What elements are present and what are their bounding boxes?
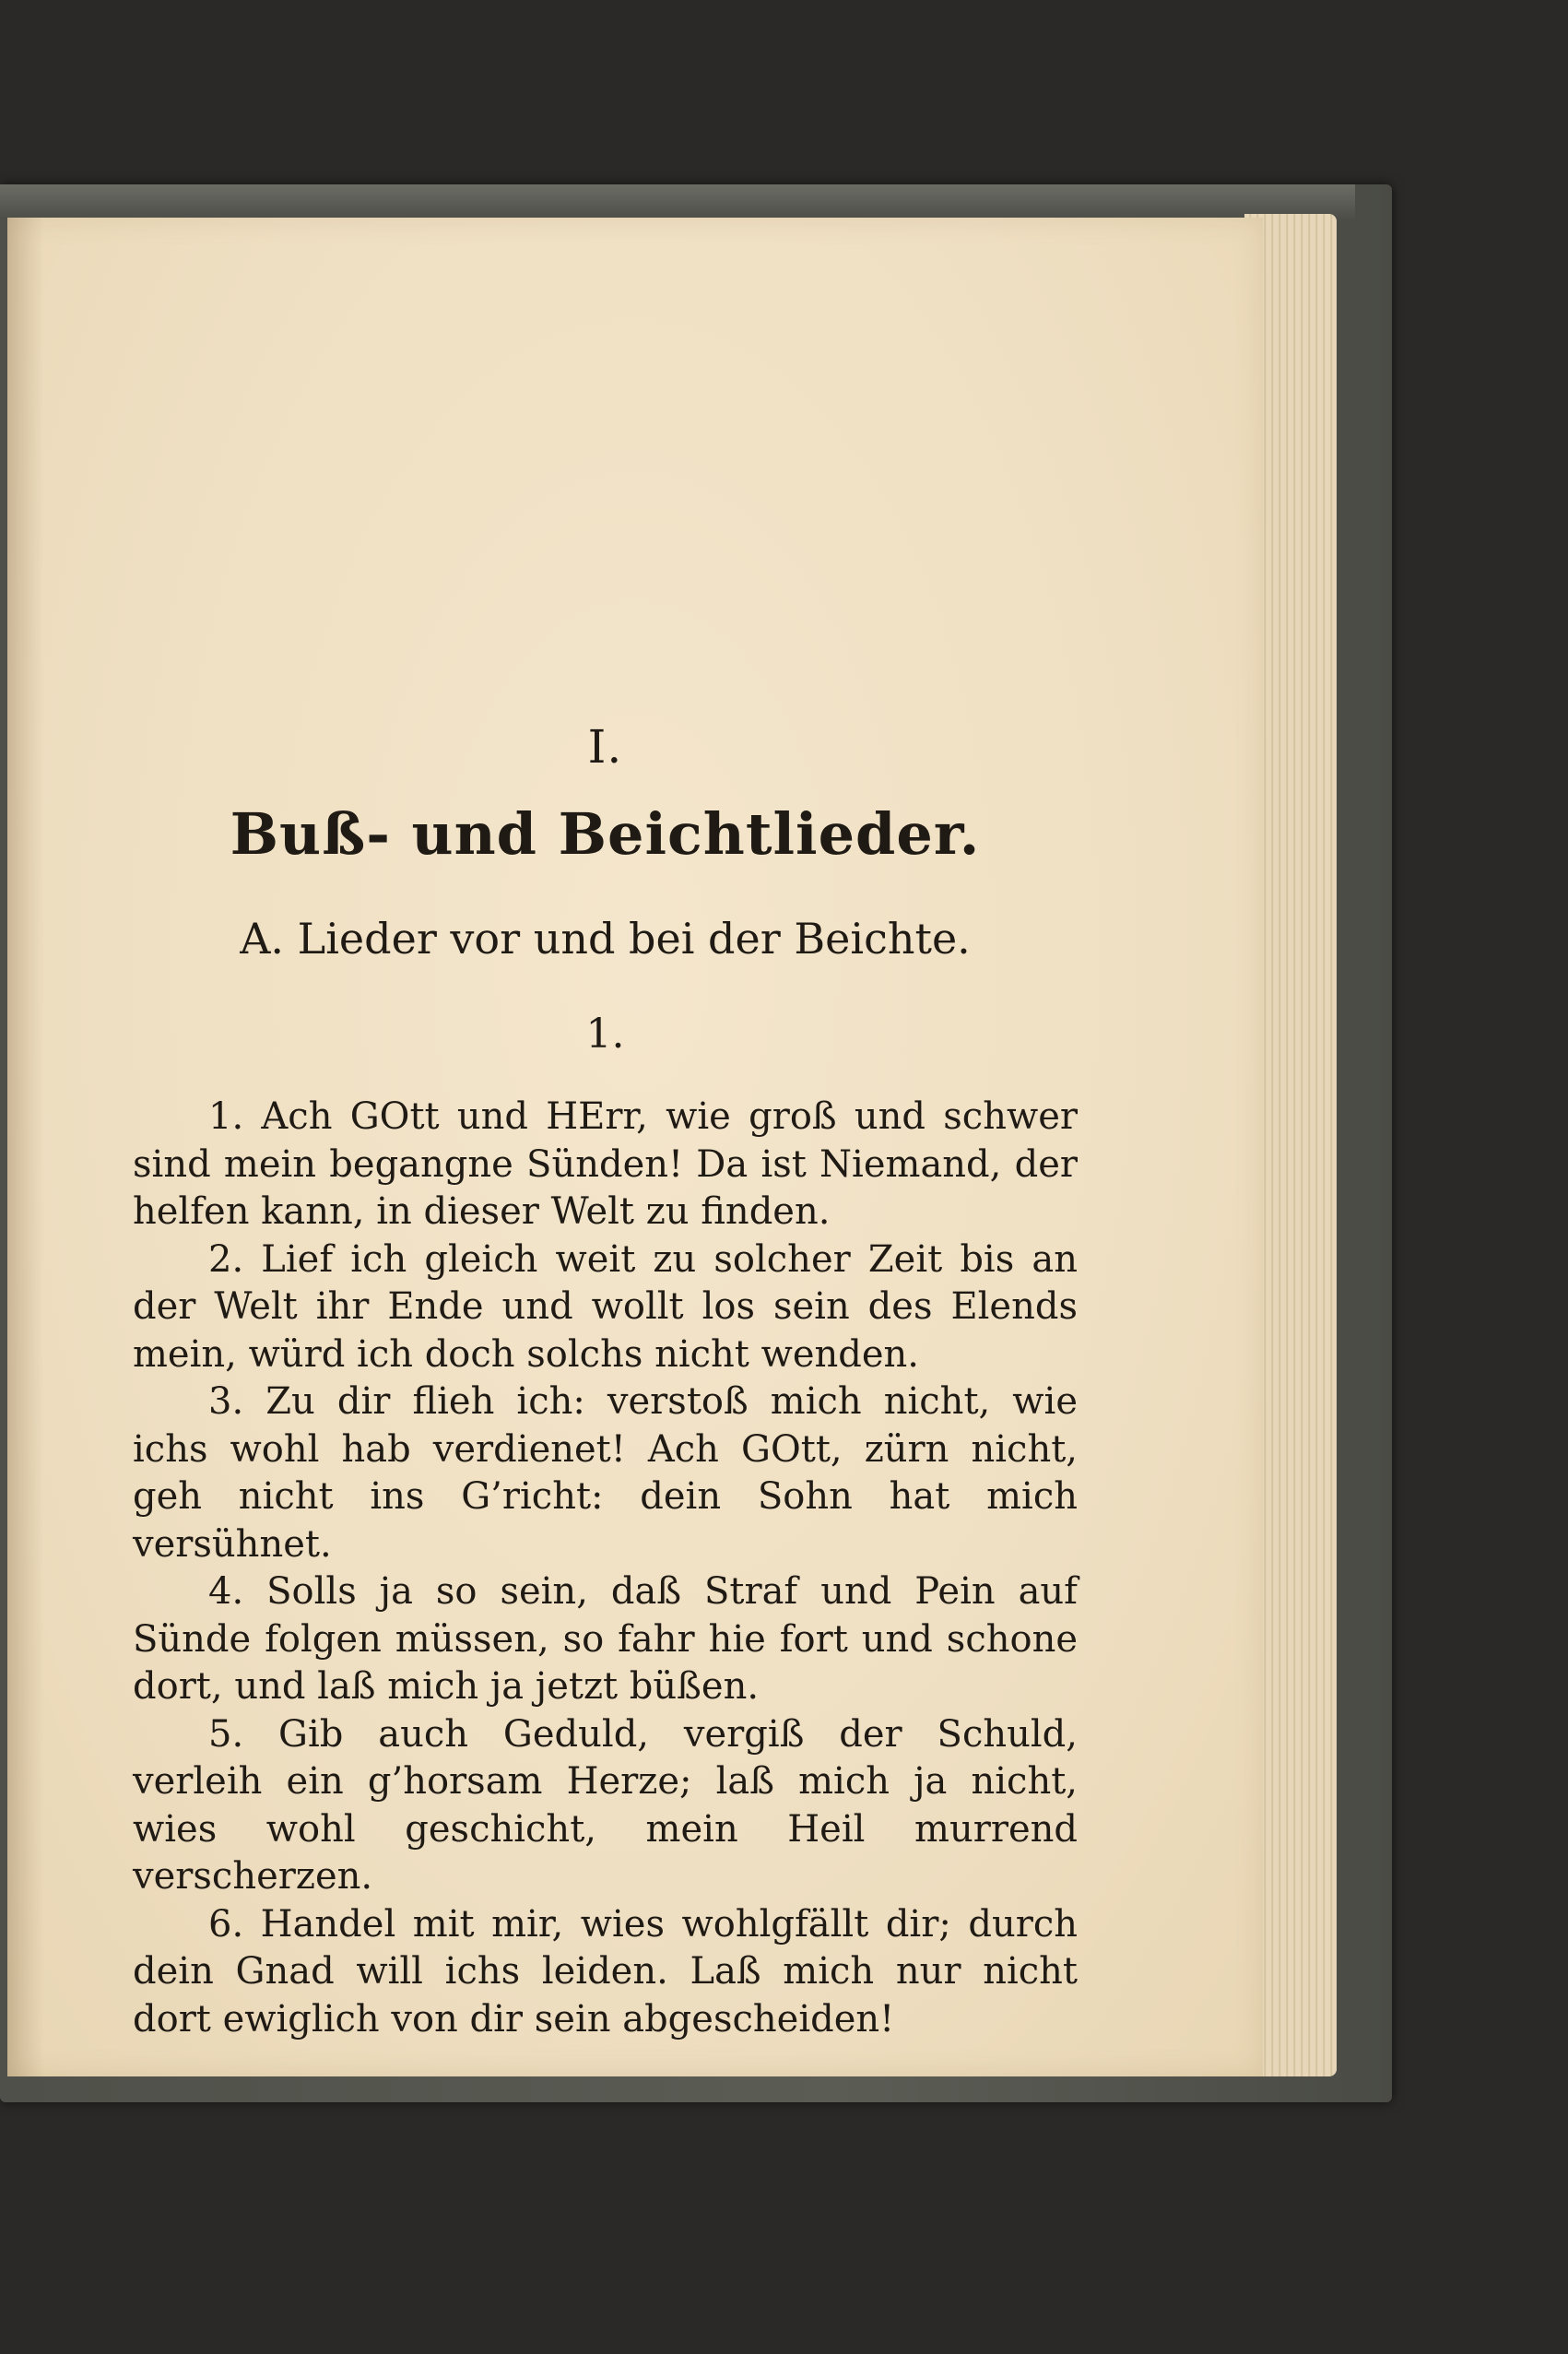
song-number: 1. (585, 1011, 625, 1058)
verse: 5. Gib auch Geduld, vergiß der Schuld, verleih ein g’horsam Herze; laß mich ja nicht, wies wohl geschicht, mein Heil murrend verscherzen. (133, 1712, 1078, 1898)
subsection-title: A. Lieder vor und bei der Beichte. (240, 914, 971, 964)
section-numeral: I. (587, 720, 623, 774)
verse: 6. Handel mit mir, wies wohlgfällt dir; durch dein Gnad will ichs leiden. Laß mich nur nicht dort ewiglich von dir sein abgescheiden! (133, 1902, 1078, 2041)
verse: 1. Ach GOtt und HErr, wie groß und schwer sind mein begangne Sünden! Da ist Niemand, der helfen kann, in dieser Welt zu finden. (133, 1095, 1078, 1233)
book-page (7, 218, 1263, 2076)
verse-list (133, 1094, 1078, 2043)
verse: 2. Lief ich gleich weit zu solcher Zeit bis an der Welt ihr Ende und wollt los sein des Elends mein, würd ich doch solchs nicht wenden. (133, 1237, 1078, 1376)
gutter-shadow (7, 218, 44, 2076)
book-cover-edge (0, 184, 1355, 219)
section-title: Buß- und Beichtlieder. (230, 800, 981, 868)
verse: 3. Zu dir flieh ich: verstoß mich nicht, wie ichs wohl hab verdienet! Ach GOtt, zürn nicht, geh nicht ins G’richt: dein Sohn hat mich versühnet. (133, 1380, 1078, 1566)
verse: 4. Solls ja so sein, daß Straf und Pein auf Sünde folgen müssen, so fahr hie fort und schone dort, und laß mich ja jetzt büßen. (133, 1570, 1078, 1708)
